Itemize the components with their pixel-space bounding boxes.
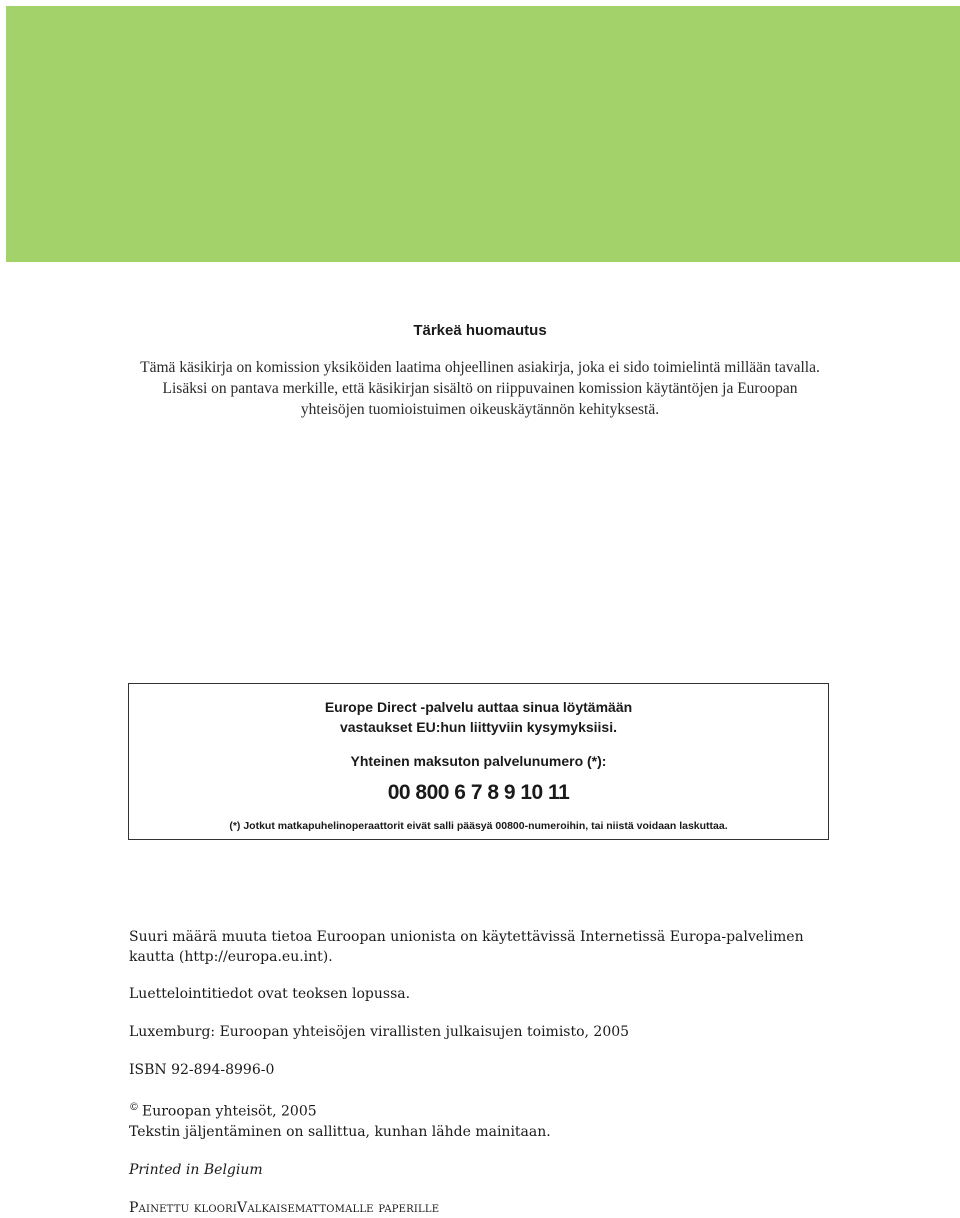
copyright-icon: © — [129, 1102, 139, 1113]
important-notice — [130, 322, 830, 420]
notice-title: Tärkeä huomautus — [413, 322, 547, 339]
europe-direct-headline-2: vastaukset EU:hun liittyviin kysymyksiisi. — [339, 719, 617, 735]
europe-direct-footnote: (*) Jotkut matkapuhelinoperaattorit eivät salli pääsyä 00800-numeroihin, tai niistä voidaan laskuttaa. — [229, 820, 728, 832]
printed-in: Printed in Belgium — [129, 1161, 263, 1178]
catalog-note: Luettelointitiedot ovat teoksen lopussa. — [129, 986, 411, 1002]
colophon — [129, 927, 909, 1218]
europe-direct-box — [128, 683, 829, 840]
paper-note: Painettu klooriValkaisemattomalle paperille — [129, 1199, 440, 1216]
copyright-line — [129, 1098, 909, 1122]
phone-number: 00 800 6 7 8 9 10 11 — [387, 781, 570, 804]
notice-body: Tämä käsikirja on komission yksiköiden laatima ohjeellinen asiakirja, joka ei sido toimielintä millään tavalla. Lisäksi on pantava merkille, että käsikirjan sisältö on riippuvainen komission käytäntöjen ja Euroopan yhteisöjen tuomioistuimen oikeuskäytännön kehityksestä. — [140, 359, 820, 418]
isbn-line: ISBN 92-894-8996-0 — [129, 1062, 275, 1078]
more-info-line-2: kautta (http://europa.eu.int). — [129, 949, 333, 965]
free-number-label: Yhteinen maksuton palvelunumero (*): — [350, 753, 607, 769]
reproduction-note: Tekstin jäljentäminen on sallittua, kunhan lähde mainitaan. — [129, 1123, 551, 1140]
europe-direct-headline-1: Europe Direct -palvelu auttaa sinua löytämään — [324, 699, 633, 715]
copyright-text: Euroopan yhteisöt, 2005 — [142, 1103, 317, 1120]
publisher-line: Luxemburg: Euroopan yhteisöjen virallisten julkaisujen toimisto, 2005 — [129, 1024, 630, 1040]
more-info-line-1: Suuri määrä muuta tietoa Euroopan unionista on käytettävissä Internetissä Europa-palvelimen — [129, 929, 804, 945]
green-header-band — [6, 6, 960, 262]
